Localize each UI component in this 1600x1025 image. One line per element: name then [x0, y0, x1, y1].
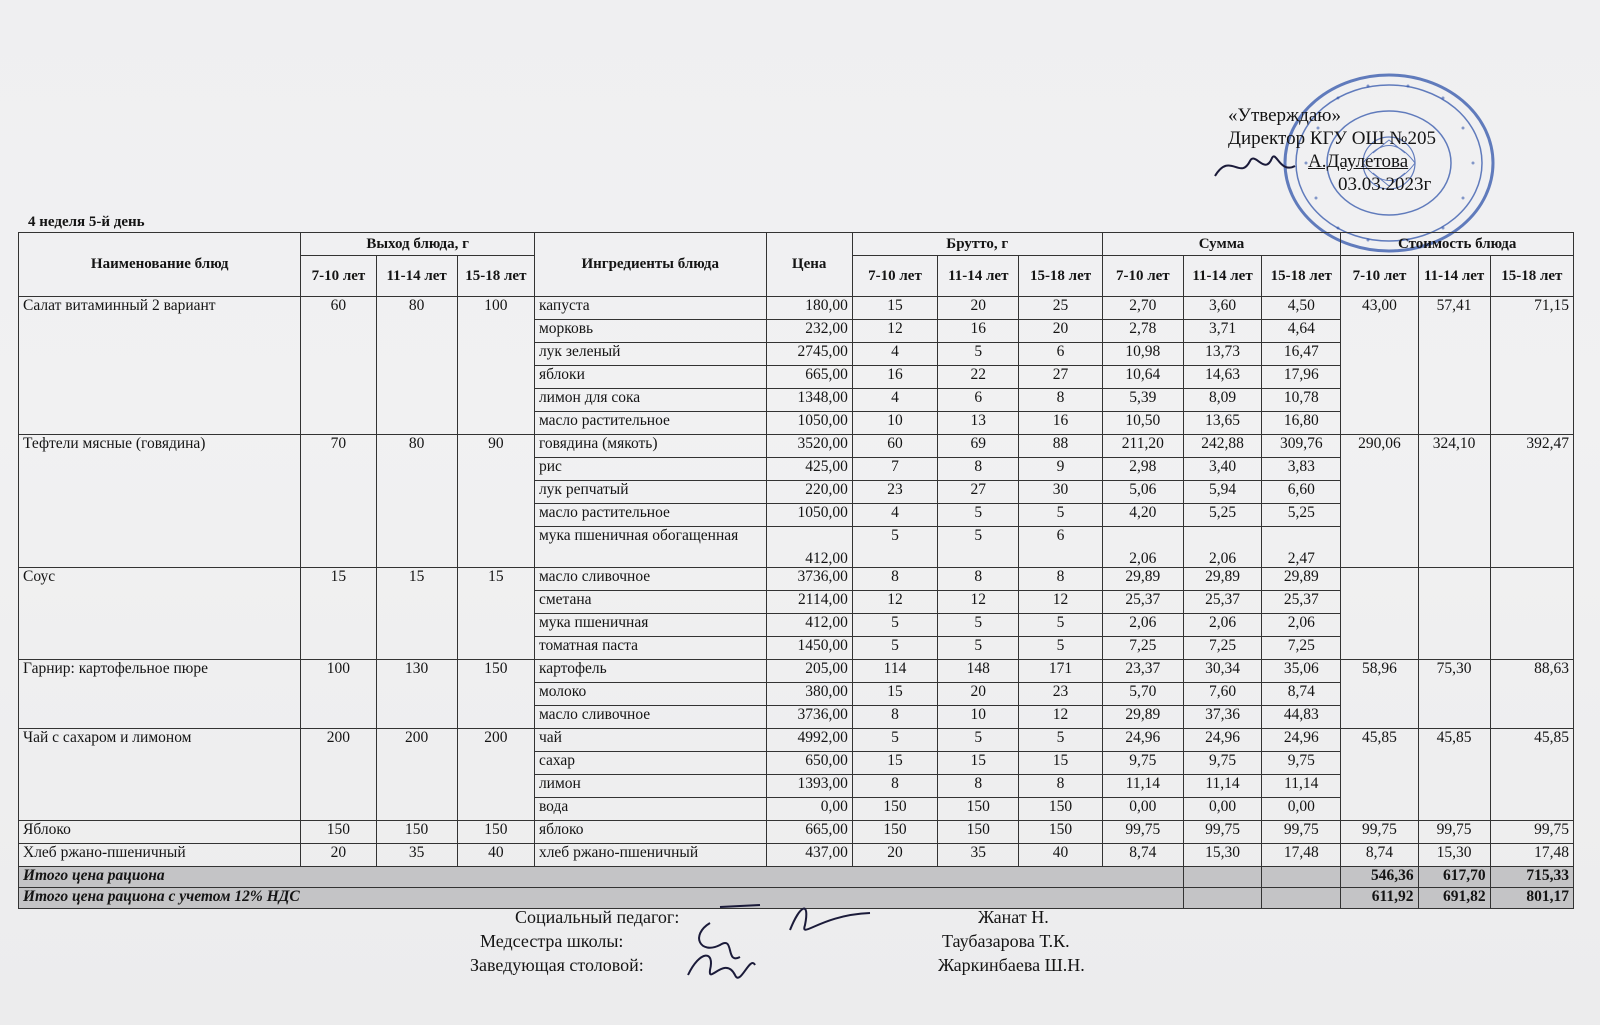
total-empty-cell: [1183, 888, 1261, 909]
dish-output: 150: [301, 821, 376, 844]
ingredient-sum: 0,00: [1183, 798, 1261, 821]
ingredient-sum: 9,75: [1102, 752, 1183, 775]
ingredient-sum: 309,76: [1262, 435, 1341, 458]
dish-output: 80: [376, 297, 457, 435]
ingredient-sum: 25,37: [1102, 591, 1183, 614]
ingredient-brutto: 20: [938, 297, 1019, 320]
ingredient-sum: 11,14: [1262, 775, 1341, 798]
ingredient-sum: 2,06: [1183, 527, 1261, 568]
dish-output: 60: [301, 297, 376, 435]
dish-cost: 8,74: [1341, 844, 1418, 867]
table-row: [19, 821, 1574, 844]
ingredient-name: томатная паста: [534, 637, 766, 660]
ingredient-brutto: 12: [852, 591, 937, 614]
ingredient-sum: 37,36: [1183, 706, 1261, 729]
ingredient-brutto: 5: [938, 614, 1019, 637]
ingredient-name: яблоко: [534, 821, 766, 844]
dish-cost: 71,15: [1490, 297, 1573, 435]
ingredient-sum: 11,14: [1102, 775, 1183, 798]
dish-cost: 57,41: [1418, 297, 1490, 435]
dish-output: 100: [301, 660, 376, 729]
ingredient-sum: 24,96: [1102, 729, 1183, 752]
ingredient-price: 665,00: [766, 821, 852, 844]
approval-date: 03.03.2023г: [1338, 174, 1432, 195]
ingredient-sum: 7,25: [1183, 637, 1261, 660]
signature-role: Социальный педагог:: [515, 907, 680, 927]
dish-name: Яблоко: [19, 821, 301, 844]
table-row: [19, 568, 1574, 591]
ingredient-brutto: 10: [938, 706, 1019, 729]
dish-output: 80: [376, 435, 457, 568]
dish-output: 200: [301, 729, 376, 821]
ingredient-sum: 99,75: [1102, 821, 1183, 844]
ingredient-price: 437,00: [766, 844, 852, 867]
ingredient-brutto: 23: [852, 481, 937, 504]
ingredient-brutto: 12: [1019, 706, 1102, 729]
signature-person: Жанат Н.: [978, 907, 1049, 927]
ingredient-brutto: 5: [938, 527, 1019, 568]
ingredient-brutto: 8: [1019, 568, 1102, 591]
dish-name: Соус: [19, 568, 301, 660]
total-empty-cell: [1183, 867, 1261, 888]
ingredient-brutto: 20: [852, 844, 937, 867]
ingredient-brutto: 8: [1019, 775, 1102, 798]
ingredient-sum: 8,09: [1183, 389, 1261, 412]
ingredient-price: 425,00: [766, 458, 852, 481]
ingredient-brutto: 23: [1019, 683, 1102, 706]
ingredient-brutto: 15: [852, 297, 937, 320]
ingredient-sum: 4,50: [1262, 297, 1341, 320]
ingredient-sum: 13,65: [1183, 412, 1261, 435]
total-value: 617,70: [1418, 867, 1490, 888]
ingredient-sum: 2,06: [1102, 614, 1183, 637]
dish-cost: 45,85: [1341, 729, 1418, 821]
ingredient-name: хлеб ржано-пшеничный: [534, 844, 766, 867]
ingredient-sum: 11,14: [1183, 775, 1261, 798]
dish-output: 130: [376, 660, 457, 729]
total-value: 691,82: [1418, 888, 1490, 909]
signature-role: Заведующая столовой:: [470, 955, 644, 975]
ingredient-sum: 6,60: [1262, 481, 1341, 504]
ingredient-name: масло сливочное: [534, 706, 766, 729]
ingredient-name: лимон для сока: [534, 389, 766, 412]
ingredient-price: 380,00: [766, 683, 852, 706]
ingredient-brutto: 8: [938, 775, 1019, 798]
ingredient-sum: 3,40: [1183, 458, 1261, 481]
ingredient-sum: 5,06: [1102, 481, 1183, 504]
dish-output: 100: [457, 297, 534, 435]
ingredient-brutto: 5: [1019, 637, 1102, 660]
ingredient-sum: 16,80: [1262, 412, 1341, 435]
ingredient-brutto: 4: [852, 504, 937, 527]
ingredient-brutto: 8: [852, 568, 937, 591]
ingredient-brutto: 8: [852, 706, 937, 729]
table-row: [19, 844, 1574, 867]
ingredient-brutto: 27: [938, 481, 1019, 504]
ingredient-sum: 7,25: [1262, 637, 1341, 660]
ingredient-sum: 29,89: [1102, 706, 1183, 729]
ingredient-brutto: 5: [938, 729, 1019, 752]
ingredient-price: 4992,00: [766, 729, 852, 752]
dish-cost: [1490, 568, 1573, 660]
header-output-age3: 15-18 лет: [457, 256, 534, 297]
ingredient-price: 2114,00: [766, 591, 852, 614]
dish-cost: 75,30: [1418, 660, 1490, 729]
ingredient-price: 232,00: [766, 320, 852, 343]
ingredient-brutto: 150: [852, 821, 937, 844]
ingredient-price: 1348,00: [766, 389, 852, 412]
ingredient-brutto: 150: [852, 798, 937, 821]
total-empty-cell: [1262, 867, 1341, 888]
ingredient-price: 205,00: [766, 660, 852, 683]
dish-name: Гарнир: картофельное пюре: [19, 660, 301, 729]
ingredient-name: чай: [534, 729, 766, 752]
ingredient-sum: 8,74: [1262, 683, 1341, 706]
ingredient-sum: 99,75: [1262, 821, 1341, 844]
dish-output: 200: [376, 729, 457, 821]
signature-person: Таубазарова Т.К.: [942, 931, 1070, 951]
ingredient-brutto: 7: [852, 458, 937, 481]
dish-output: 200: [457, 729, 534, 821]
ingredient-sum: 44,83: [1262, 706, 1341, 729]
ingredient-sum: 2,06: [1183, 614, 1261, 637]
dish-output: 40: [457, 844, 534, 867]
ingredient-brutto: 9: [1019, 458, 1102, 481]
dish-cost: 392,47: [1490, 435, 1573, 568]
dish-output: 150: [376, 821, 457, 844]
ingredient-price: 1393,00: [766, 775, 852, 798]
ingredient-sum: 2,70: [1102, 297, 1183, 320]
total-label: Итого цена рациона: [19, 867, 1184, 888]
ingredient-brutto: 150: [1019, 821, 1102, 844]
ingredient-brutto: 5: [938, 637, 1019, 660]
ingredient-name: картофель: [534, 660, 766, 683]
dish-cost: 15,30: [1418, 844, 1490, 867]
ingredient-brutto: 16: [938, 320, 1019, 343]
ingredient-sum: 2,06: [1262, 614, 1341, 637]
ingredient-brutto: 8: [938, 458, 1019, 481]
ingredient-name: морковь: [534, 320, 766, 343]
table-row: [19, 435, 1574, 458]
table-row: [19, 660, 1574, 683]
ingredient-sum: 29,89: [1262, 568, 1341, 591]
total-value: 546,36: [1341, 867, 1418, 888]
ingredient-name: говядина (мякоть): [534, 435, 766, 458]
header-cost-age3: 15-18 лет: [1490, 256, 1573, 297]
dish-output: 70: [301, 435, 376, 568]
ingredient-brutto: 25: [1019, 297, 1102, 320]
ingredient-brutto: 8: [938, 568, 1019, 591]
ingredient-sum: 13,73: [1183, 343, 1261, 366]
ingredient-brutto: 27: [1019, 366, 1102, 389]
header-sum: Сумма: [1102, 233, 1341, 256]
ingredient-sum: 10,50: [1102, 412, 1183, 435]
ingredient-sum: 3,83: [1262, 458, 1341, 481]
ingredient-sum: 0,00: [1262, 798, 1341, 821]
dish-output: 150: [457, 821, 534, 844]
dish-output: 20: [301, 844, 376, 867]
ingredient-name: мука пшеничная: [534, 614, 766, 637]
dish-cost: 290,06: [1341, 435, 1418, 568]
ingredient-name: рис: [534, 458, 766, 481]
ingredient-sum: 99,75: [1183, 821, 1261, 844]
ingredient-sum: 3,71: [1183, 320, 1261, 343]
ingredient-sum: 15,30: [1183, 844, 1261, 867]
ingredient-name: молоко: [534, 683, 766, 706]
dish-cost: 58,96: [1341, 660, 1418, 729]
dish-name: Хлеб ржано-пшеничный: [19, 844, 301, 867]
ingredient-brutto: 5: [1019, 729, 1102, 752]
ingredient-brutto: 40: [1019, 844, 1102, 867]
ingredient-sum: 17,48: [1262, 844, 1341, 867]
ingredient-brutto: 114: [852, 660, 937, 683]
ingredient-brutto: 15: [852, 683, 937, 706]
ingredient-sum: 2,98: [1102, 458, 1183, 481]
ingredient-price: 412,00: [766, 527, 852, 568]
ingredient-brutto: 4: [852, 343, 937, 366]
ingredient-name: лимон: [534, 775, 766, 798]
total-row: [19, 867, 1574, 888]
dish-cost: [1418, 568, 1490, 660]
ingredient-price: 1050,00: [766, 504, 852, 527]
ingredient-sum: 29,89: [1183, 568, 1261, 591]
ingredient-brutto: 13: [938, 412, 1019, 435]
ingredient-sum: 2,06: [1102, 527, 1183, 568]
director-signature-icon: [1210, 146, 1300, 186]
ingredient-brutto: 5: [1019, 504, 1102, 527]
ingredient-brutto: 171: [1019, 660, 1102, 683]
ingredient-brutto: 15: [852, 752, 937, 775]
ingredient-price: 180,00: [766, 297, 852, 320]
ingredient-sum: 14,63: [1183, 366, 1261, 389]
header-price: Цена: [766, 233, 852, 297]
ingredient-sum: 23,37: [1102, 660, 1183, 683]
ingredient-brutto: 5: [938, 504, 1019, 527]
ingredient-name: капуста: [534, 297, 766, 320]
ingredient-brutto: 5: [938, 343, 1019, 366]
ingredient-brutto: 20: [1019, 320, 1102, 343]
ingredient-name: лук зеленый: [534, 343, 766, 366]
ingredient-price: 1050,00: [766, 412, 852, 435]
ingredient-name: масло растительное: [534, 412, 766, 435]
dish-name: Салат витаминный 2 вариант: [19, 297, 301, 435]
header-sum-age3: 15-18 лет: [1262, 256, 1341, 297]
dish-cost: 17,48: [1490, 844, 1573, 867]
header-output: Выход блюда, г: [301, 233, 535, 256]
dish-cost: [1341, 568, 1418, 660]
ingredient-brutto: 5: [1019, 614, 1102, 637]
header-cost: Стоимость блюда: [1341, 233, 1574, 256]
ingredient-brutto: 30: [1019, 481, 1102, 504]
dish-output: 15: [301, 568, 376, 660]
ingredient-price: 412,00: [766, 614, 852, 637]
dish-cost: 45,85: [1490, 729, 1573, 821]
signature-person: Жаркинбаева Ш.Н.: [938, 955, 1085, 975]
ingredient-name: масло сливочное: [534, 568, 766, 591]
ingredient-sum: 5,39: [1102, 389, 1183, 412]
ingredient-brutto: 12: [938, 591, 1019, 614]
ingredient-sum: 5,94: [1183, 481, 1261, 504]
dish-cost: 99,75: [1418, 821, 1490, 844]
dish-cost: 99,75: [1341, 821, 1418, 844]
week-label: 4 неделя 5-й день: [28, 214, 145, 230]
ingredient-sum: 35,06: [1262, 660, 1341, 683]
ingredient-sum: 0,00: [1102, 798, 1183, 821]
ingredient-brutto: 5: [852, 637, 937, 660]
header-sum-age1: 7-10 лет: [1102, 256, 1183, 297]
ingredient-brutto: 16: [852, 366, 937, 389]
ingredient-sum: 3,60: [1183, 297, 1261, 320]
ingredient-brutto: 6: [938, 389, 1019, 412]
ingredient-sum: 24,96: [1262, 729, 1341, 752]
ingredient-sum: 10,78: [1262, 389, 1341, 412]
ingredient-price: 665,00: [766, 366, 852, 389]
ingredient-name: сахар: [534, 752, 766, 775]
ingredient-sum: 5,25: [1183, 504, 1261, 527]
ingredient-sum: 9,75: [1262, 752, 1341, 775]
total-value: 611,92: [1341, 888, 1418, 909]
ingredient-brutto: 35: [938, 844, 1019, 867]
total-value: 801,17: [1490, 888, 1573, 909]
ingredient-sum: 211,20: [1102, 435, 1183, 458]
header-brutto-age2: 11-14 лет: [938, 256, 1019, 297]
ingredient-name: масло растительное: [534, 504, 766, 527]
ingredient-brutto: 15: [1019, 752, 1102, 775]
ingredient-sum: 2,47: [1262, 527, 1341, 568]
ingredient-price: 3736,00: [766, 706, 852, 729]
ingredient-sum: 16,47: [1262, 343, 1341, 366]
ingredient-brutto: 5: [852, 614, 937, 637]
ingredient-brutto: 15: [938, 752, 1019, 775]
ingredient-brutto: 69: [938, 435, 1019, 458]
ingredient-brutto: 60: [852, 435, 937, 458]
dish-output: 35: [376, 844, 457, 867]
ingredient-name: мука пшеничная обогащенная: [534, 527, 766, 568]
ingredient-brutto: 150: [938, 798, 1019, 821]
ingredient-sum: 5,25: [1262, 504, 1341, 527]
ingredient-brutto: 5: [852, 527, 937, 568]
approval-position: Директор КГУ ОШ №205: [1228, 128, 1436, 149]
ingredient-price: 220,00: [766, 481, 852, 504]
ingredient-sum: 7,60: [1183, 683, 1261, 706]
table-row: [19, 297, 1574, 320]
ingredient-sum: 10,98: [1102, 343, 1183, 366]
ingredient-brutto: 88: [1019, 435, 1102, 458]
header-output-age1: 7-10 лет: [301, 256, 376, 297]
ingredient-brutto: 4: [852, 389, 937, 412]
ingredient-brutto: 10: [852, 412, 937, 435]
ingredient-sum: 10,64: [1102, 366, 1183, 389]
ingredient-sum: 4,64: [1262, 320, 1341, 343]
dish-cost: 99,75: [1490, 821, 1573, 844]
ingredient-name: лук репчатый: [534, 481, 766, 504]
ingredient-price: 3736,00: [766, 568, 852, 591]
ingredient-sum: 25,37: [1262, 591, 1341, 614]
header-cost-age2: 11-14 лет: [1418, 256, 1490, 297]
ingredient-brutto: 12: [1019, 591, 1102, 614]
total-value: 715,33: [1490, 867, 1573, 888]
total-label: Итого цена рациона с учетом 12% НДС: [19, 888, 1184, 909]
dish-output: 15: [376, 568, 457, 660]
ingredient-sum: 8,74: [1102, 844, 1183, 867]
header-brutto: Брутто, г: [852, 233, 1102, 256]
ingredient-price: 3520,00: [766, 435, 852, 458]
dish-name: Тефтели мясные (говядина): [19, 435, 301, 568]
header-sum-age2: 11-14 лет: [1183, 256, 1261, 297]
ingredient-sum: 30,34: [1183, 660, 1261, 683]
ingredient-name: сметана: [534, 591, 766, 614]
ingredient-sum: 29,89: [1102, 568, 1183, 591]
ingredient-name: вода: [534, 798, 766, 821]
total-empty-cell: [1262, 888, 1341, 909]
ingredient-sum: 4,20: [1102, 504, 1183, 527]
dish-output: 15: [457, 568, 534, 660]
signature-role: Медсестра школы:: [480, 931, 624, 951]
ingredient-sum: 242,88: [1183, 435, 1261, 458]
ingredient-price: 2745,00: [766, 343, 852, 366]
dish-cost: 88,63: [1490, 660, 1573, 729]
header-cost-age1: 7-10 лет: [1341, 256, 1418, 297]
ingredient-sum: 5,70: [1102, 683, 1183, 706]
dish-output: 150: [457, 660, 534, 729]
ingredient-sum: 17,96: [1262, 366, 1341, 389]
header-output-age2: 11-14 лет: [376, 256, 457, 297]
ingredient-sum: 7,25: [1102, 637, 1183, 660]
ingredient-sum: 9,75: [1183, 752, 1261, 775]
dish-cost: 43,00: [1341, 297, 1418, 435]
ingredient-brutto: 6: [1019, 527, 1102, 568]
dish-cost: 45,85: [1418, 729, 1490, 821]
ingredient-sum: 24,96: [1183, 729, 1261, 752]
ingredient-sum: 2,78: [1102, 320, 1183, 343]
approval-title: «Утверждаю»: [1228, 105, 1341, 126]
dish-output: 90: [457, 435, 534, 568]
ingredient-name: яблоки: [534, 366, 766, 389]
ingredient-brutto: 5: [852, 729, 937, 752]
header-brutto-age3: 15-18 лет: [1019, 256, 1102, 297]
staff-signatures-icon: [680, 895, 880, 995]
header-ingredients: Ингредиенты блюда: [534, 233, 766, 297]
ingredient-brutto: 12: [852, 320, 937, 343]
dish-cost: 324,10: [1418, 435, 1490, 568]
header-dish-name: Наименование блюд: [19, 233, 301, 297]
menu-table: [18, 232, 1574, 909]
ingredient-brutto: 20: [938, 683, 1019, 706]
ingredient-price: 0,00: [766, 798, 852, 821]
ingredient-brutto: 150: [1019, 798, 1102, 821]
header-brutto-age1: 7-10 лет: [852, 256, 937, 297]
ingredient-price: 1450,00: [766, 637, 852, 660]
ingredient-price: 650,00: [766, 752, 852, 775]
ingredient-brutto: 16: [1019, 412, 1102, 435]
ingredient-sum: 25,37: [1183, 591, 1261, 614]
approval-director-name: А.Даулетова: [1308, 151, 1409, 172]
table-row: [19, 729, 1574, 752]
ingredient-brutto: 8: [852, 775, 937, 798]
ingredient-brutto: 150: [938, 821, 1019, 844]
ingredient-brutto: 8: [1019, 389, 1102, 412]
ingredient-brutto: 148: [938, 660, 1019, 683]
dish-name: Чай с сахаром и лимоном: [19, 729, 301, 821]
ingredient-brutto: 6: [1019, 343, 1102, 366]
ingredient-brutto: 22: [938, 366, 1019, 389]
